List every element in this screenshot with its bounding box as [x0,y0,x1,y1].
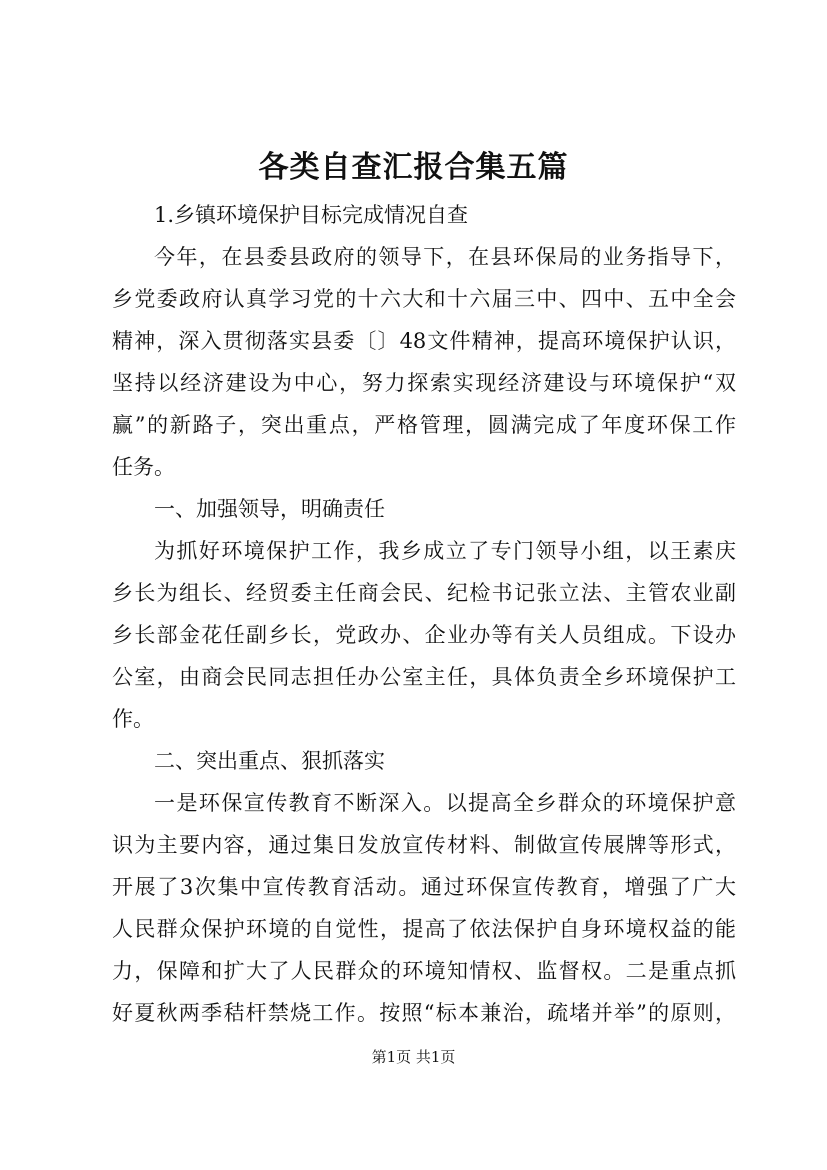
paragraph-line: 一是环保宣传教育不断深入。以提高全乡群众的环境保护意 [154,791,736,815]
section-heading: 二、突出重点、狠抓落实 [154,749,385,773]
paragraph-line: 为抓好环境保护工作，我乡成立了专门领导小组，以王素庆 [154,539,736,563]
document-title: 各类自查汇报合集五篇 [258,150,569,185]
paragraph-line: 坚持以经济建设为中心，努力探索实现经济建设与环境保护“双 [112,371,736,395]
paragraph-line: 精神，深入贯彻落实县委〔〕48文件精神，提高环境保护认识， [112,329,736,353]
section-heading: 1.乡镇环境保护目标完成情况自查 [154,203,469,227]
section-heading: 一、加强领导，明确责任 [154,497,385,521]
paragraph-line: 任务。 [112,455,175,479]
paragraph-line: 今年，在县委县政府的领导下，在县环保局的业务指导下， [154,245,736,269]
paragraph-line: 作。 [112,707,154,731]
paragraph-line: 公室，由商会民同志担任办公室主任，具体负责全乡环境保护工 [112,665,736,689]
paragraph-line: 识为主要内容，通过集日发放宣传材料、制做宣传展牌等形式， [112,833,736,857]
paragraph-line: 力，保障和扩大了人民群众的环境知情权、监督权。二是重点抓 [112,959,736,983]
paragraph-line: 人民群众保护环境的自觉性，提高了依法保护自身环境权益的能 [112,917,736,941]
page-number-footer: 第1页 共1页 [371,1048,456,1066]
paragraph-line: 乡长部金花任副乡长，党政办、企业办等有关人员组成。下设办 [112,623,736,647]
paragraph-line: 乡党委政府认真学习党的十六大和十六届三中、四中、五中全会 [112,287,736,311]
paragraph-line: 好夏秋两季秸杆禁烧工作。按照“标本兼治，疏堵并举”的原则， [112,1001,736,1025]
paragraph-line: 乡长为组长、经贸委主任商会民、纪检书记张立法、主管农业副 [112,581,736,605]
paragraph-line: 赢”的新路子，突出重点，严格管理，圆满完成了年度环保工作 [112,413,736,437]
paragraph-line: 开展了3次集中宣传教育活动。通过环保宣传教育，增强了广大 [112,875,736,899]
